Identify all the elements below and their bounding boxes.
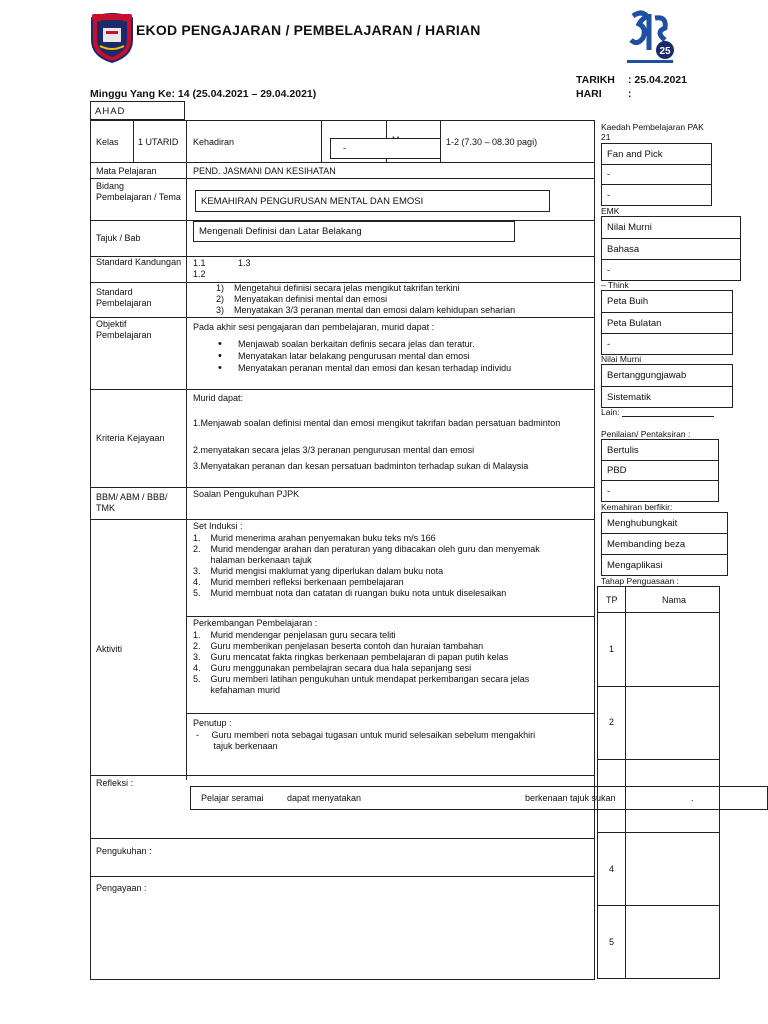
week-label: Minggu Yang Ke: 14 (25.04.2021 – 29.04.2021) [90, 88, 317, 100]
penilaian-label: Penilaian/ Pentaksiran : [601, 429, 691, 439]
kaedah-label: Kaedah Pembelajaran PAK 21 [601, 122, 704, 142]
row-line [90, 487, 595, 488]
kaedah-item[interactable]: - [601, 184, 712, 206]
bbm-label: BBM/ ABM / BBB/ TMK [96, 492, 168, 513]
induksi-item: 3. Murid mengisi maklumat yang diperlukan dalam buku nota [193, 566, 444, 576]
day-value: : [628, 88, 632, 100]
tp-divider [625, 586, 626, 979]
perkembangan-item: 5. Guru memberi latihan pengukuhan untuk mendapat perkembangan secara jelas [193, 674, 530, 684]
perkembangan-item: 2. Guru memberikan penjelasan beserta contoh dan huraian tambahan [193, 641, 484, 651]
think-item[interactable]: - [601, 333, 733, 355]
date-value: : 25.04.2021 [628, 74, 687, 86]
perkembangan-item: 1. Murid mendengar penjelasan guru secara teliti [193, 630, 396, 640]
standard-kandungan-label: Standard Kandungan [96, 257, 182, 267]
tajuk-label: Tajuk / Bab [96, 233, 141, 243]
tp-row-2: 2 [609, 717, 615, 727]
bidang-field[interactable]: KEMAHIRAN PENGURUSAN MENTAL DAN EMOSI [195, 190, 550, 212]
tp-header: TP [606, 595, 618, 605]
kelas-label: Kelas [96, 137, 119, 147]
lain-label: Lain: [601, 407, 620, 417]
kriteria-item-2: 2.menyatakan secara jelas 3/3 peranan pengurusan mental dan emosi [193, 445, 475, 455]
bbm-value: Soalan Pengukuhan PJPK [193, 489, 300, 499]
bidang-label: Bidang Pembelajaran / Tema [96, 181, 181, 202]
tahap-label: Tahap Penguasaan : [601, 576, 679, 586]
sp-item-2: 2) Menyatakan definisi mental dan emosi [216, 294, 388, 304]
penutup-title: Penutup : [193, 718, 232, 728]
penilaian-item[interactable]: Bertulis [601, 439, 719, 461]
emk-item[interactable]: Nilai Murni [601, 216, 741, 239]
row-line [90, 775, 595, 776]
kelas-value: 1 UTARID [138, 137, 179, 147]
induksi-item: 2. Murid mendengar arahan dan peraturan yang dibacakan oleh guru dan menyemak [193, 544, 540, 554]
objektif-label: Objektif Pembelajaran [96, 319, 152, 340]
refleksi-text-2: dapat menyatakan [287, 793, 362, 803]
penilaian-item[interactable]: PBD [601, 460, 719, 481]
row-line [90, 317, 595, 318]
perkembangan-list [193, 630, 593, 696]
tp-row-line [597, 759, 720, 760]
day-name-cell: AHAD [90, 101, 185, 120]
date-label: TARIKH [576, 74, 615, 86]
row-line [186, 713, 595, 714]
nilai-item[interactable]: Sistematik [601, 386, 733, 408]
kemahiran-label: Kemahiran berfikir: [601, 502, 673, 512]
logo-number: 25 [659, 46, 671, 57]
day-label: HARI [576, 88, 602, 100]
row-line [90, 519, 595, 520]
refleksi-text-3: berkenaan tajuk sukan [525, 793, 616, 803]
perkembangan-title: Perkembangan Pembelajaran : [193, 618, 318, 628]
sk-value-2: 1.3 [238, 258, 251, 268]
ministry-25-logo [625, 10, 675, 66]
school-crest-logo [88, 12, 136, 64]
pengayaan-label: Pengayaan : [96, 883, 147, 893]
refleksi-label: Refleksi : [96, 778, 134, 788]
mata-pelajaran-value: PEND. JASMANI DAN KESIHATAN [193, 166, 336, 176]
tajuk-field[interactable]: Mengenali Definisi dan Latar Belakang [193, 221, 515, 242]
objektif-item: • Menyatakan latar belakang pengurusan mental dan emosi [200, 350, 590, 362]
tp-row-line [597, 832, 720, 833]
page-title: EKOD PENGAJARAN / PEMBELAJARAN / HARIAN [136, 22, 481, 38]
standard-pembelajaran-label: Standard Pembelajaran [96, 287, 152, 308]
tp-table [597, 586, 720, 979]
induksi-item: halaman berkenaan tajuk [193, 555, 312, 565]
emk-item[interactable]: - [601, 259, 741, 281]
induksi-list [193, 533, 593, 599]
kemahiran-item[interactable]: Menghubungkait [601, 512, 728, 534]
induksi-title: Set Induksi : [193, 521, 243, 531]
objektif-item: • Menyatakan peranan mental dan emosi dan kesan terhadap individu [200, 362, 590, 374]
kriteria-intro: Murid dapat: [193, 393, 244, 403]
sk-value-1: 1.1 [193, 258, 206, 268]
kaedah-item[interactable]: - [601, 164, 712, 185]
think-item[interactable]: Peta Bulatan [601, 312, 733, 334]
think-item[interactable]: Peta Buih [601, 290, 733, 313]
emk-item[interactable]: Bahasa [601, 238, 741, 260]
objektif-list [200, 338, 590, 374]
perkembangan-item: 3. Guru mencatat fakta ringkas berkenaan pembelajaran di papan putih kelas [193, 652, 509, 662]
row-line [90, 876, 595, 877]
kaedah-item[interactable]: Fan and Pick [601, 143, 712, 165]
row-line [90, 162, 595, 163]
nilai-item[interactable]: Bertanggungjawab [601, 364, 733, 387]
cell-divider [321, 120, 322, 162]
sp-item-1: 1) Mengetahui definisi secara jelas mengikut takrifan terkini [216, 283, 460, 293]
refleksi-text-1: Pelajar seramai [201, 793, 264, 803]
tp-row-line [597, 905, 720, 906]
cell-divider [133, 120, 134, 162]
pengukuhan-label: Pengukuhan : [96, 846, 152, 856]
penutup-list [196, 730, 596, 752]
tp-row-4: 4 [609, 864, 615, 874]
objektif-intro: Pada akhir sesi pengajaran dan pembelajaran, murid dapat : [193, 322, 435, 332]
mata-pelajaran-label: Mata Pelajaran [96, 166, 157, 176]
induksi-item: 1. Murid menerima arahan penyemakan buku teks m/s 166 [193, 533, 436, 543]
row-line [186, 616, 595, 617]
think-label: – Think [601, 280, 629, 290]
row-line [90, 389, 595, 390]
nilai-murni-label: Nilai Murni [601, 354, 642, 364]
kemahiran-item[interactable]: Membanding beza [601, 533, 728, 555]
emk-label: EMK [601, 206, 620, 216]
row-line [90, 178, 595, 179]
aktiviti-label: Aktiviti [96, 644, 123, 654]
tp-row-line [597, 612, 720, 613]
lain-underline [622, 416, 714, 417]
perkembangan-item: kefahaman murid [193, 685, 281, 695]
tp-row-5: 5 [609, 937, 615, 947]
perkembangan-item: 4. Guru menggunakan pembelajran secara dua hala sepanjang sesi [193, 663, 472, 673]
column-divider [186, 120, 187, 780]
sk-value-3: 1.2 [193, 269, 206, 279]
tp-row-line [597, 686, 720, 687]
penutup-item: tajuk berkenaan [196, 741, 278, 751]
penilaian-item[interactable]: - [601, 480, 719, 502]
kemahiran-item[interactable]: Mengaplikasi [601, 554, 728, 576]
kriteria-label: Kriteria Kejayaan [96, 433, 165, 443]
kriteria-item-3: 3.Menyatakan peranan dan kesan persatuan badminton terhadap sukan di Malaysia [193, 461, 529, 471]
induksi-item: 5. Murid membuat nota dan catatan di ruangan buku nota untuk diselesaikan [193, 588, 507, 598]
masa-value: 1-2 (7.30 – 08.30 pagi) [446, 137, 538, 147]
induksi-item: 4. Murid memberi refleksi berkenaan pembelajaran [193, 577, 404, 587]
nama-header: Nama [662, 595, 687, 605]
tp-row-1: 1 [609, 644, 615, 654]
kriteria-item-1: 1.Menjawab soalan definisi mental dan emosi mengikut takrifan badan persatuan badminton [193, 418, 561, 428]
row-line [90, 838, 595, 839]
penutup-item: - Guru memberi nota sebagai tugasan untuk murid selesaikan sebelum mengakhiri [196, 730, 536, 740]
objektif-item: • Menjawab soalan berkaitan definis secara jelas dan teratur. [200, 338, 590, 350]
kehadiran-field[interactable]: - [330, 138, 441, 159]
sp-item-3: 3) Menyatakan 3/3 peranan mental dan emosi dalam kehidupan seharian [216, 305, 516, 315]
kehadiran-label: Kehadiran [193, 137, 235, 147]
refleksi-text-4: . [691, 793, 694, 803]
